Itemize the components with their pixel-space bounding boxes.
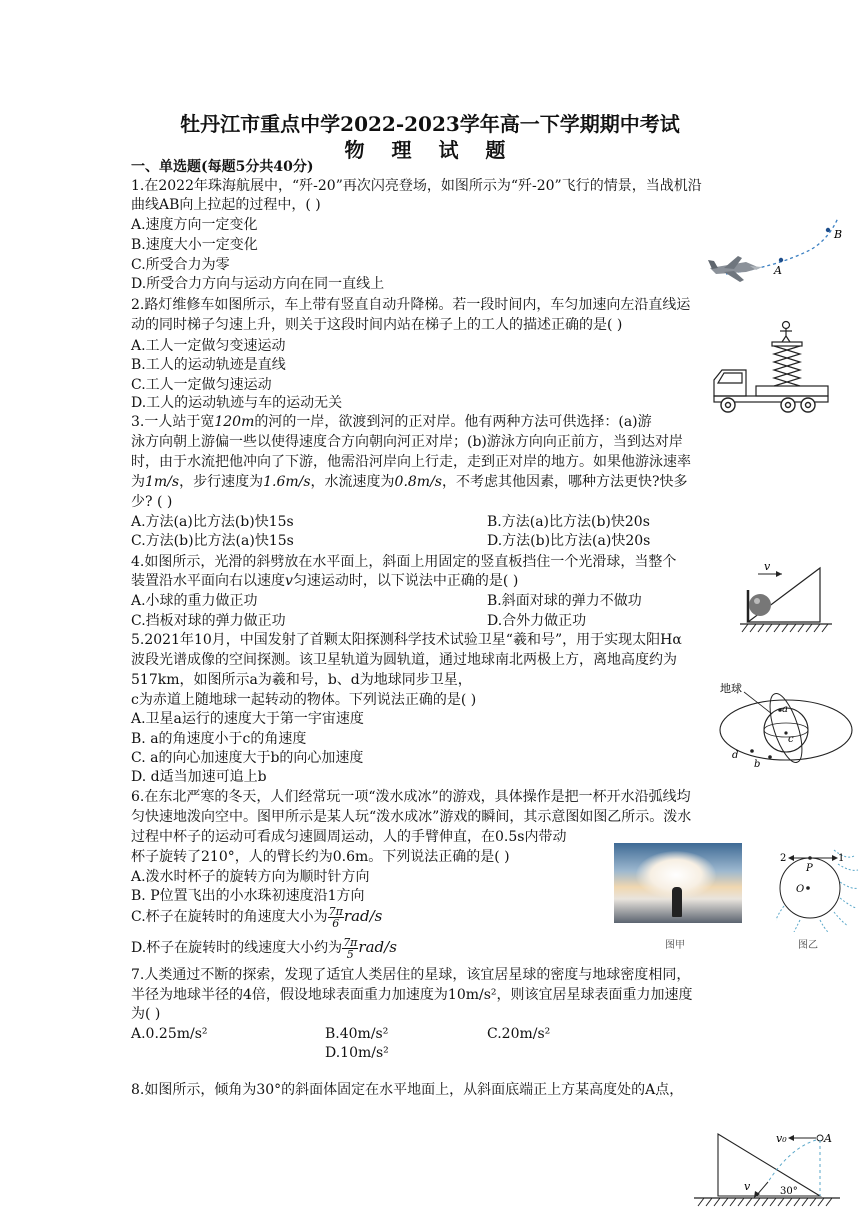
water-spray xyxy=(776,850,858,932)
q4-option-a: A.小球的重力做正功 xyxy=(131,593,258,609)
q7-option-d: D.10m/s² xyxy=(325,1045,389,1061)
q3-stem-line4: 为1m/s，步行速度为1.6m/s，水流速度为0.8m/s，不考虑其他因素，哪种方法更快?快多 xyxy=(131,474,688,490)
q3-stem-line2: 泳方向朝上游偏一些以使得速度合方向朝向河正对岸；(b)游泳方向向正前方，当到达对岸 xyxy=(131,434,683,450)
v0-arrow-icon xyxy=(788,1135,794,1141)
q5-label-b: b xyxy=(754,759,761,770)
q6-option-b: B. P位置飞出的小水珠初速度沿1方向 xyxy=(131,888,365,904)
q5-stem-line3: 517km，如图所示a为羲和号，b、d为地球同步卫星， xyxy=(131,672,472,688)
q7-stem-line2: 半径为地球半径的4倍，假设地球表面重力加速度为10m/s²，则该宜居星球表面重力加速度 xyxy=(131,987,693,1003)
truck-wheels-icon xyxy=(721,398,815,412)
q3-option-b: B.方法(a)比方法(b)快20s xyxy=(487,514,650,530)
q2-option-a: A.工人一定做匀变速运动 xyxy=(131,338,286,354)
q1-option-b: B.速度大小一定变化 xyxy=(131,237,258,253)
truck-bed xyxy=(756,386,828,396)
q1-label-b: B xyxy=(834,228,843,241)
ground-hatch xyxy=(698,1198,832,1206)
q8-label-v: v xyxy=(744,1180,751,1193)
page-subtitle: 物 理 试 题 xyxy=(344,138,516,162)
q2-stem-line2: 动的同时梯子匀速上升，则关于这段时间内站在梯子上的工人的描述正确的是( ) xyxy=(131,317,623,333)
q6-label-p: P xyxy=(806,863,813,874)
q1-jet-figure xyxy=(706,212,852,292)
q4-wedge-figure xyxy=(740,560,836,636)
velocity-arrow-icon xyxy=(776,571,782,577)
q8-label-a: A xyxy=(824,1132,832,1145)
q8-incline-figure xyxy=(694,1118,844,1208)
q1-option-d: D.所受合力方向与运动方向在同一直线上 xyxy=(131,276,385,292)
q4-ball-icon xyxy=(749,594,771,616)
q4-label-v: v xyxy=(764,560,771,573)
q5-label-a: a xyxy=(782,704,788,715)
q3-stem-line5: 少? ( ) xyxy=(131,494,173,510)
q3-stem-line3: 时，由于水流把他冲向了下游，他需沿河岸向上行走，走到正对岸的地方。如果他游泳速率 xyxy=(131,454,691,470)
q5-label-d: d xyxy=(732,750,739,761)
scissor-lift-icon xyxy=(774,346,800,386)
q3-option-a: A.方法(a)比方法(b)快15s xyxy=(131,514,294,530)
q8-label-v0: v₀ xyxy=(776,1132,787,1145)
section-heading: 一、单选题(每题5分共40分) xyxy=(131,159,314,175)
q6-label-1: 1 xyxy=(838,853,845,864)
q2-option-b: B.工人的运动轨迹是直线 xyxy=(131,357,286,373)
q5-stem-line2: 波段光谱成像的空间探测。该卫星轨道为圆轨道，通过地球南北两极上方，离地高度约为 xyxy=(131,652,677,668)
q3-stem-line1: 3.一人站于宽120m的河的一岸，欲渡到河的正对岸。他有两种方法可供选择：(a)游 xyxy=(131,414,652,430)
q5-stem-line1: 5.2021年10月，中国发射了首颗太阳探测科学技术试验卫星“羲和号”，用于实现太阳Hα xyxy=(131,632,682,648)
q6-photo-figure xyxy=(614,843,742,923)
q6-label-o: O xyxy=(796,884,805,895)
q1-stem-line2: 曲线AB向上拉起的过程中，( ) xyxy=(131,197,321,213)
q5-orbit-figure xyxy=(714,678,854,774)
q7-stem-line1: 7.人类通过不断的探索，发现了适宜人类居住的星球，该宜居星球的密度与地球密度相同， xyxy=(131,967,691,983)
q6-stem-line4: 杯子旋转了210°，人的臂长约为0.6m。下列说法正确的是( ) xyxy=(131,849,510,865)
q7-option-a: A.0.25m/s² xyxy=(131,1026,208,1042)
q5-option-c: C. a的向心加速度大于b的向心加速度 xyxy=(131,750,364,766)
direction-arrow-2 xyxy=(788,855,794,861)
q6-caption-2: 图乙 xyxy=(798,940,818,951)
q2-option-c: C.工人一定做匀速运动 xyxy=(131,377,272,393)
q6-option-d: D.杯子在旋转时的线速度大小约为 $\frac{7\pi}{5}$ rad/s xyxy=(131,935,397,961)
q1-option-a: A.速度方向一定变化 xyxy=(131,217,258,233)
q1-point-b xyxy=(826,228,830,232)
q4-option-d: D.合外力做正功 xyxy=(487,613,587,629)
q1-point-a xyxy=(779,258,783,262)
q3-option-d: D.方法(b)比方法(a)快20s xyxy=(487,533,651,549)
q4-option-c: C.挡板对球的弹力做正功 xyxy=(131,613,286,629)
q6-stem-line1: 6.在东北严寒的冬天，人们经常玩一项“泼水成冰”的游戏，具体操作是把一杯开水沿弧线均 xyxy=(131,789,691,805)
q5-label-c: c xyxy=(788,734,794,745)
q6-label-2: 2 xyxy=(780,853,787,864)
q7-option-b: B.40m/s² xyxy=(325,1026,389,1042)
q2-option-d: D.工人的运动轨迹与车的运动无关 xyxy=(131,395,343,411)
q8-stem-line1: 8.如图所示，倾角为30°的斜面体固定在水平地面上，从斜面底端正上方某高度处的A点， xyxy=(131,1082,684,1098)
q1-label-a: A xyxy=(774,264,782,277)
q5-label-earth: 地球 xyxy=(720,682,742,695)
q6-caption-1: 图甲 xyxy=(665,940,685,951)
q5-option-d: D. d适当加速可追上b xyxy=(131,769,267,785)
polar-orbit xyxy=(763,690,808,766)
worker-icon xyxy=(783,322,790,329)
q6-stem-line2: 匀快速地泼向空中。图甲所示是某人玩“泼水成冰”游戏的瞬间，其示意图如图乙所示。泼水 xyxy=(131,809,692,825)
q5-option-a: A.卫星a运行的速度大于第一宇宙速度 xyxy=(131,711,364,727)
q1-stem-line1: 1.在2022年珠海航展中，“歼-20”再次闪亮登场，如图所示为“歼-20”飞行的情景，当战机沿 xyxy=(131,178,702,194)
ground-hatch xyxy=(742,624,828,632)
q2-truck-figure xyxy=(706,318,836,414)
q4-stem-line2: 装置沿水平面向右以速度v匀速运动时，以下说法中正确的是( ) xyxy=(131,573,519,589)
q7-option-c: C.20m/s² xyxy=(487,1026,551,1042)
q6-option-a: A.泼水时杯子的旋转方向为顺时针方向 xyxy=(131,869,370,885)
q6-stem-line3: 过程中杯子的运动可看成匀速圆周运动，人的手臂伸直，在0.5s内带动 xyxy=(131,829,567,845)
q7-stem-line3: 为( ) xyxy=(131,1006,161,1022)
page-title: 牡丹江市重点中学2022-2023学年高一下学期期中考试 xyxy=(180,112,680,136)
q3-option-c: C.方法(b)比方法(a)快15s xyxy=(131,533,294,549)
q3-river-width: 120m xyxy=(214,414,255,430)
lift-platform xyxy=(772,342,802,346)
q6-c-fraction: $\frac{7\pi}{6}$ xyxy=(328,904,343,930)
q5-option-b: B. a的角速度小于c的角速度 xyxy=(131,731,307,747)
person-icon xyxy=(672,887,682,917)
q6-d-fraction: $\frac{7\pi}{5}$ xyxy=(343,935,358,961)
q6-option-c: C.杯子在旋转时的角速度大小为 $\frac{7\pi}{6}$ rad/s xyxy=(131,904,383,930)
q4-option-b: B.斜面对球的弹力不做功 xyxy=(487,593,642,609)
q5-stem-line4: c为赤道上随地球一起转动的物体。下列说法正确的是( ) xyxy=(131,692,477,708)
jet-icon xyxy=(708,256,762,282)
q2-stem-line1: 2.路灯维修车如图所示，车上带有竖直自动升降梯。若一段时间内，车匀加速向左沿直线运 xyxy=(131,297,691,313)
q8-label-angle: 30° xyxy=(780,1186,798,1197)
q1-option-c: C.所受合力为零 xyxy=(131,257,230,273)
q6-circle-figure xyxy=(776,836,860,932)
q8-incline xyxy=(718,1134,820,1196)
q4-stem-line1: 4.如图所示，光滑的斜劈放在水平面上，斜面上用固定的竖直板挡住一个光滑球，当整个 xyxy=(131,554,677,570)
equator xyxy=(764,723,808,737)
